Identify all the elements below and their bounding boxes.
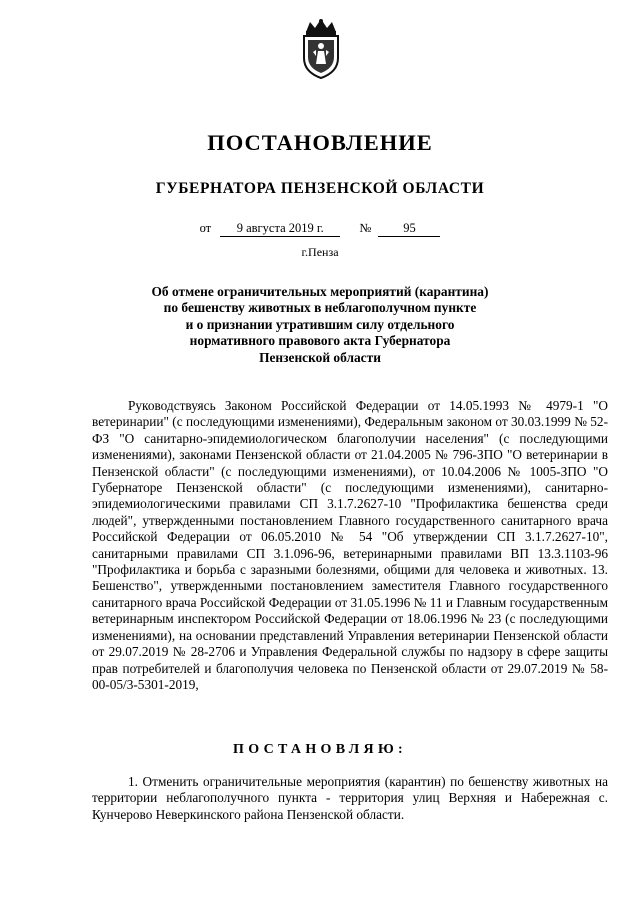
document-title: ПОСТАНОВЛЕНИЕ — [207, 130, 433, 155]
coat-of-arms-icon — [296, 18, 346, 80]
heading-line: и о признании утратившим силу отдельного — [185, 316, 455, 332]
heading-line: Пензенской области — [259, 349, 381, 365]
document-issuer: ГУБЕРНАТОРА ПЕНЗЕНСКОЙ ОБЛАСТИ — [155, 180, 485, 197]
document-heading — [130, 284, 510, 366]
number-prefix: № — [359, 221, 372, 235]
resolution-item: 1. Отменить ограничительные мероприятия (карантин) по бешенству животных на территории неблагополучного пункта - территория улиц Верхняя и Набережная с. Кунчерово Неверкинского района Пензенской области. — [92, 774, 608, 822]
heading-line: нормативного правового акта Губернатора — [189, 333, 451, 349]
date-number-line — [0, 221, 640, 237]
resolve-heading: ПОСТАНОВЛЯЮ: — [233, 742, 407, 757]
document-date: 9 августа 2019 г. — [220, 221, 340, 237]
document-city: г.Пенза — [301, 245, 339, 259]
heading-line: по бешенству животных в неблагополучном пункте — [163, 300, 477, 316]
date-prefix: от — [199, 221, 212, 235]
heading-line: Об отмене ограничительных мероприятий (карантина) — [151, 284, 489, 299]
document-number: 95 — [378, 221, 440, 237]
preamble-paragraph: Руководствуясь Законом Российской Федерации от 14.05.1993 № 4979-1 "О ветеринарии" (с последующими изменениями), Федеральным законом от 30.03.1999 № 52-ФЗ "О санитарно-эпидемиологическом благополучии населения" (с последующими изменениями), законами Пензенской области от 21.04.2005 № 796-ЗПО "О ветеринарии в Пензенской области" (с последующими изменениями), от 10.04.2006 № 1005-ЗПО "О Губернаторе Пензенской области" (с последующими изменениями), санитарно-эпидемиологическими правилами СП 3.1.7.2627-10 "Профилактика бешенства среди людей", утвержденными постановлением Главного государственного санитарного врача Российской Федерации от 06.05.2010 № 54 "Об утверждении СП 3.1.7.2627-10", санитарными правилами СП 3.1.096-96, ветеринарными правилами ВП 13.3.1103-96 "Профилактика и борьба с заразными болезнями, общими для человека и животных. 13. Бешенство", утвержденными постановлением заместителя Главного государственного санитарного врача Российской Федерации от 31.05.1996 № 11 и Главным государственным ветеринарным инспектором Российской Федерации от 18.06.1996 № 23 (с последующими изменениями), на основании представлений Управления ветеринарии Пензенской области от 29.07.2019 № 28-2706 и Управления Федеральной службы по надзору в сфере защиты прав потребителей и благополучия человека по Пензенской области от 29.07.2019 № 58-00-05/3-5301-2019, — [92, 398, 608, 692]
